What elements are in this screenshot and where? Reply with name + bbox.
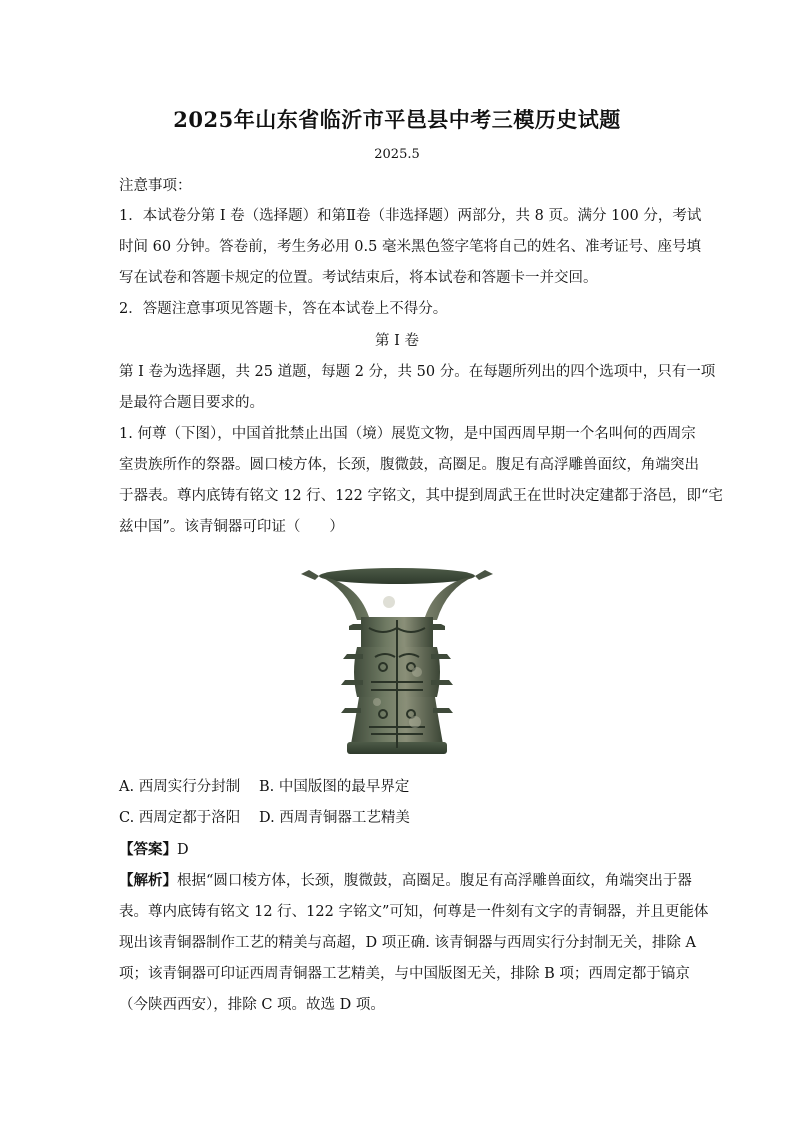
question-text: 1. 何尊（下图），中国首批禁止出国（境）展览文物，是中国西周早期一个名叫何的西周宗 — [119, 426, 696, 442]
section-intro: 是最符合题目要求的。 — [119, 395, 264, 411]
notice-line: 1．本试卷分第 I 卷（选择题）和第Ⅱ卷（非选择题）两部分，共 8 页。满分 100 分，考试 — [119, 208, 702, 224]
question-text: 室贵族所作的祭器。圆口棱方体，长颈，腹微鼓，高圈足。腹足有高浮雕兽面纹，角端突出 — [119, 457, 699, 473]
notice-line: 2．答题注意事项见答题卡，答在本试卷上不得分。 — [119, 301, 448, 317]
analysis-text: 现出该青铜器制作工艺的精美与高超，D 项正确. 该青铜器与西周实行分封制无关，排除 A — [119, 935, 697, 951]
analysis-label: 【解析】 — [119, 872, 177, 889]
analysis-text: 表。尊内底铸有铭文 12 行、122 字铭文”可知，何尊是一件刻有文字的青铜器，并且更能体 — [119, 904, 709, 920]
exam-date: 2025.5 — [374, 147, 420, 162]
option-a: A. 西周实行分封制 — [119, 779, 241, 795]
notice-line: 写在试卷和答题卡规定的位置。考试结束后，将本试卷和答题卡一并交回。 — [119, 270, 598, 286]
analysis-text: 项；该青铜器可印证西周青铜器工艺精美，与中国版图无关，排除 B 项；西周定都于镐京 — [119, 966, 690, 982]
bronze-zun-image — [297, 562, 497, 762]
option-c: C. 西周定都于洛阳 — [119, 810, 241, 826]
analysis-text: （今陕西西安），排除 C 项。故选 D 项。 — [119, 997, 385, 1013]
exam-title: 2025年山东省临沂市平邑县中考三模历史试题 — [173, 107, 621, 132]
section-title: 第 I 卷 — [375, 333, 419, 349]
answer-line — [119, 840, 679, 860]
question-text: 于器表。尊内底铸有铭文 12 行、122 字铭文，其中提到周武王在世时决定建都于洛邑，即“宅 — [119, 488, 723, 504]
options-row — [119, 808, 679, 828]
analysis-line — [119, 871, 692, 891]
options-row — [119, 777, 679, 797]
notice-line: 时间 60 分钟。答卷前，考生务必用 0.5 毫米黑色签字笔将自己的姓名、准考证号、座号填 — [119, 239, 701, 255]
question-text: 兹中国”。该青铜器可印证（ ） — [119, 519, 344, 535]
section-intro: 第 I 卷为选择题，共 25 道题，每题 2 分，共 50 分。在每题所列出的四个选项中，只有一项 — [119, 364, 716, 380]
option-d: D. 西周青铜器工艺精美 — [259, 810, 410, 826]
answer-value: D — [177, 842, 189, 858]
option-b: B. 中国版图的最早界定 — [259, 779, 410, 795]
notice-heading: 注意事项： — [119, 178, 192, 194]
analysis-text: 根据“圆口棱方体，长颈，腹微鼓，高圈足。腹足有高浮雕兽面纹，角端突出于器 — [177, 873, 692, 889]
answer-label: 【答案】 — [119, 841, 177, 858]
